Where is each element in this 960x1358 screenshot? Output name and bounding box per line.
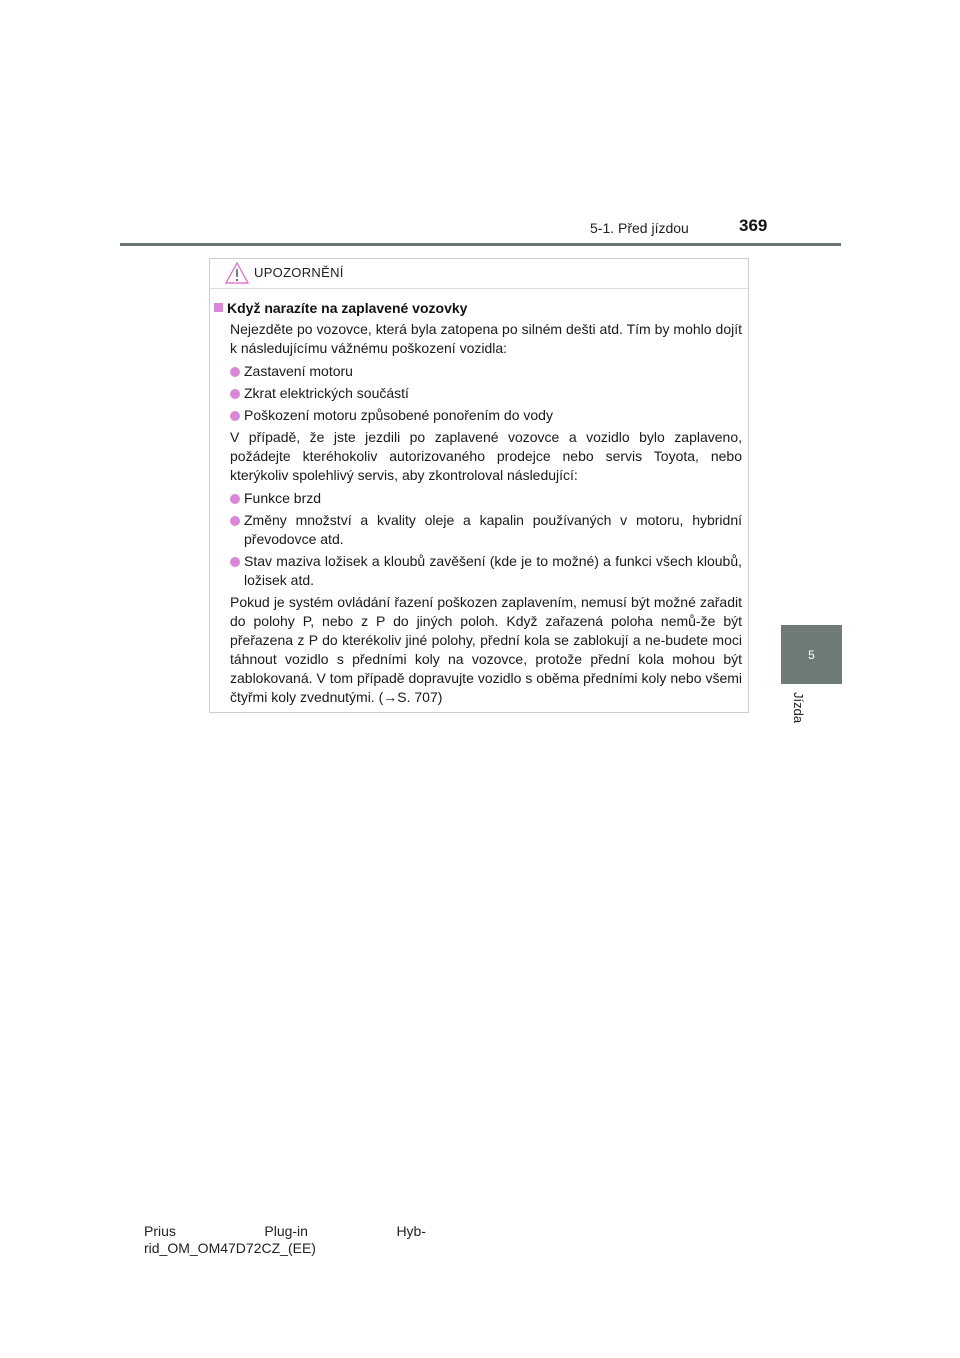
warning-header [210,259,748,289]
list-item: Zastavení motoru [214,362,742,381]
list-item: Funkce brzd [214,489,742,508]
chapter-tab-label: Jízda [791,692,806,724]
section-heading-text: Když narazíte na zaplavené vozovky [227,300,468,316]
closing-paragraph: Pokud je systém ovládání řazení poškozen zaplavením, nemusí být možné zařadit do polohy P, nebo z P do jiných poloh. Když zařazená poloha nemů-že být přeřazena z P do kterékoliv jiné polohy, přední kola se zablokují a ne-budete moci táhnout vozidlo s předními koly na vozovce, protože přední kola mohou být zablokovaná. V tom případě dopravujte vozidlo s oběma předními koly nebo všemi čtyřmi koly zvednutými. (→S. 707) [230,594,742,705]
bullet-dot-icon [230,557,240,567]
warning-body [214,299,742,711]
check-list [214,489,742,590]
header-rule [120,243,841,246]
list-item: Zkrat elektrických součástí [214,384,742,403]
bullet-dot-icon [230,411,240,421]
list-item: Změny množství a kvality oleje a kapalin používaných v motoru, hybridní převodovce atd. [214,511,742,549]
warning-box [209,258,749,713]
running-header-section: 5-1. Před jízdou [590,220,689,236]
list-item: Poškození motoru způsobené ponořením do vody [214,406,742,425]
footer-line-2: rid_OM_OM47D72CZ_(EE) [144,1240,316,1256]
section-heading [214,299,742,317]
warning-title: UPOZORNĚNÍ [254,265,344,280]
page-number: 369 [739,216,768,235]
chapter-tab-number: 5 [808,647,815,662]
bullet-dot-icon [230,389,240,399]
bullet-dot-icon [230,494,240,504]
list-item: Stav maziva ložisek a kloubů zavěšení (kde je to možné) a funkci všech kloubů, ložisek atd. [214,552,742,590]
footer-document-id [144,1223,426,1257]
square-bullet-icon [214,303,223,312]
bullet-dot-icon [230,367,240,377]
bullet-dot-icon [230,516,240,526]
damage-list [214,362,742,425]
intro-paragraph: Nejezděte po vozovce, která byla zatopena po silném dešti atd. Tím by mohlo dojít k následujícímu vážnému poškození vozidla: [230,321,742,356]
middle-paragraph: V případě, že jste jezdili po zaplavené vozovce a vozidlo bylo zaplaveno, požádejte kteréhokoliv autorizovaného prodejce nebo servis Toyota, nebo kterýkoliv spolehlivý servis, aby zkontroloval následující: [230,429,742,483]
chapter-tab [781,625,842,684]
footer-line-1: Prius Plug-in Hyb- [144,1223,426,1239]
warning-triangle-icon [224,261,250,285]
